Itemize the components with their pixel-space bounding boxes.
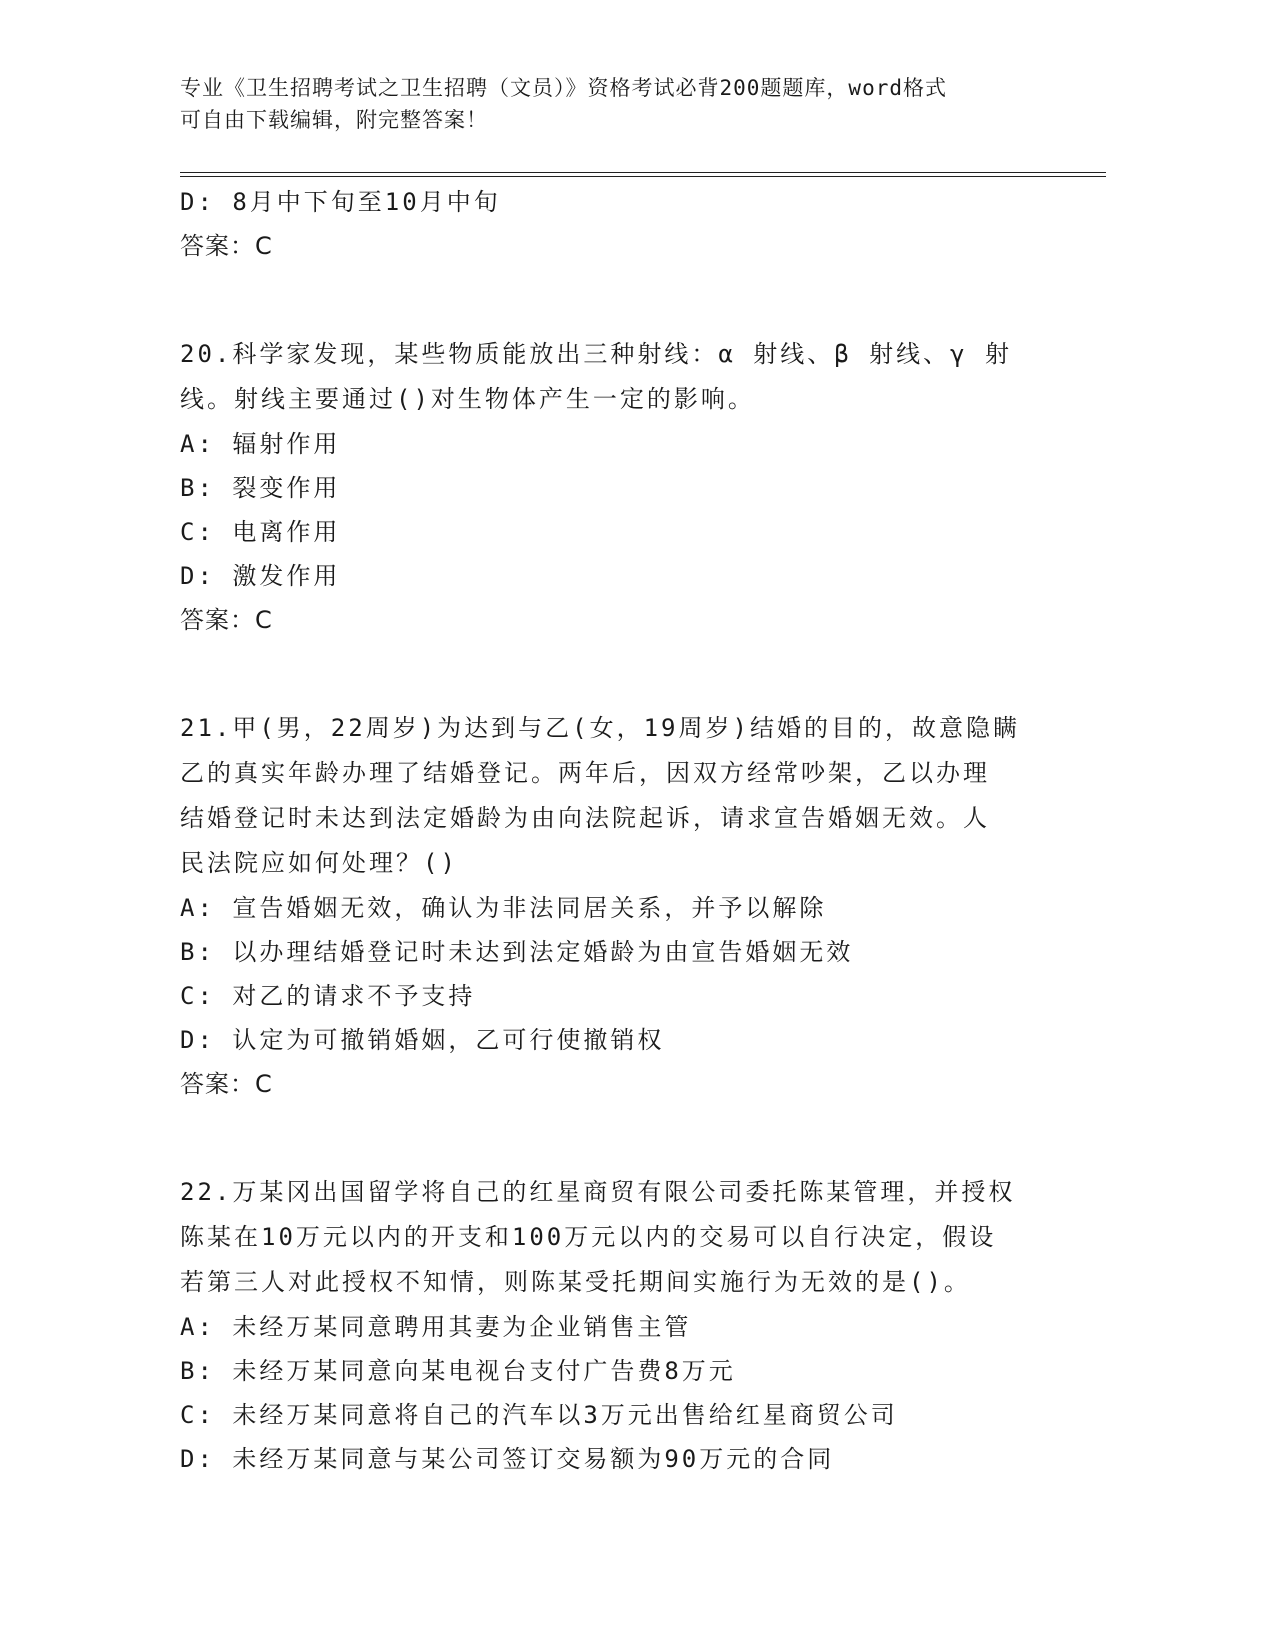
answer-line: 答案：C — [180, 1070, 273, 1098]
question-stem-line: 线。射线主要通过()对生物体产生一定的影响。 — [180, 385, 755, 413]
option-c: C: 未经万某同意将自己的汽车以3万元出售给红星商贸公司 — [180, 1401, 898, 1429]
question-stem-line: 22.万某冈出国留学将自己的红星商贸有限公司委托陈某管理，并授权 — [180, 1178, 1016, 1206]
option-d: D: 激发作用 — [180, 562, 341, 590]
page-header — [180, 72, 1050, 136]
option-d: D: 认定为可撤销婚姻，乙可行使撤销权 — [180, 1026, 665, 1054]
question-stem-line: 陈某在10万元以内的开支和100万元以内的交易可以自行决定，假设 — [180, 1223, 997, 1251]
header-rule-top — [180, 172, 1106, 173]
option-b: B: 以办理结婚登记时未达到法定婚龄为由宣告婚姻无效 — [180, 938, 854, 966]
question-stem-line: 乙的真实年龄办理了结婚登记。两年后，因双方经常吵架，乙以办理 — [180, 759, 990, 787]
page-content — [180, 180, 1040, 1481]
option-d: D: 8月中下旬至10月中旬 — [180, 188, 501, 216]
question-21 — [180, 706, 1040, 1106]
option-b: B: 裂变作用 — [180, 474, 341, 502]
option-a: A: 未经万某同意聘用其妻为企业销售主管 — [180, 1313, 692, 1341]
question-stem-line: 20.科学家发现，某些物质能放出三种射线：α 射线、β 射线、γ 射 — [180, 340, 1013, 368]
previous-question-tail — [180, 180, 1040, 268]
question-stem-line: 民法院应如何处理？() — [180, 849, 458, 877]
answer-line: 答案：C — [180, 232, 273, 260]
option-d: D: 未经万某同意与某公司签订交易额为90万元的合同 — [180, 1445, 835, 1473]
question-stem-line: 结婚登记时未达到法定婚龄为由向法院起诉，请求宣告婚姻无效。人 — [180, 804, 990, 832]
header-line-1: 专业《卫生招聘考试之卫生招聘（文员）》资格考试必背200题题库，word格式 — [180, 76, 947, 100]
question-stem-line: 若第三人对此授权不知情，则陈某受托期间实施行为无效的是()。 — [180, 1268, 971, 1296]
header-line-2: 可自由下载编辑，附完整答案！ — [180, 108, 488, 132]
question-22 — [180, 1170, 1040, 1481]
header-rule-bottom — [180, 176, 1106, 177]
option-c: C: 对乙的请求不予支持 — [180, 982, 476, 1010]
question-stem-line: 21.甲(男，22周岁)为达到与乙(女，19周岁)结婚的目的，故意隐瞒 — [180, 714, 1020, 742]
answer-line: 答案：C — [180, 606, 273, 634]
option-c: C: 电离作用 — [180, 518, 341, 546]
option-a: A: 辐射作用 — [180, 430, 341, 458]
option-a: A: 宣告婚姻无效，确认为非法同居关系，并予以解除 — [180, 894, 827, 922]
question-20 — [180, 332, 1040, 642]
option-b: B: 未经万某同意向某电视台支付广告费8万元 — [180, 1357, 736, 1385]
